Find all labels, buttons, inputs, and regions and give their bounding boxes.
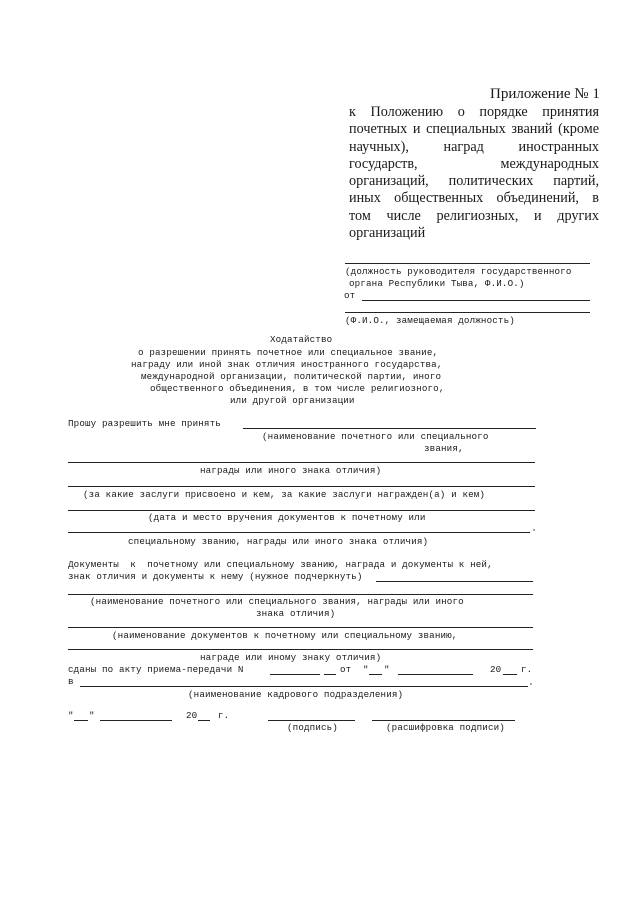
title-hint-2: звания, <box>424 443 464 454</box>
decode-hint: (расшифровка подписи) <box>386 722 505 733</box>
appendix-line: к Положению о порядке принятия <box>349 104 599 120</box>
appendix-line: организаций <box>349 225 426 242</box>
department-field[interactable] <box>80 686 528 687</box>
docs-hint-2: награде или иному знаку отличия) <box>200 652 382 663</box>
sign-year-field[interactable] <box>198 720 210 721</box>
sender-hint: (Ф.И.О., замещаемая должность) <box>345 315 515 326</box>
signature-hint: (подпись) <box>287 722 338 733</box>
merits-field-2[interactable] <box>68 510 535 511</box>
sign-year-prefix: 20 <box>186 710 198 721</box>
petition-title: Ходатайство <box>270 334 333 345</box>
date-place-field[interactable] <box>68 532 530 533</box>
name-field[interactable] <box>68 594 533 595</box>
petition-subtitle-line: о разрешении принять почетное или специальное звание, <box>138 347 439 358</box>
sign-year-suffix: г. <box>218 710 230 721</box>
year-suffix: г. <box>521 664 533 675</box>
addressee-field[interactable] <box>345 263 590 264</box>
title-hint-1: (наименование почетного или специального <box>262 431 489 442</box>
year-prefix: 20 <box>490 664 502 675</box>
appendix-line: том числе религиозных, и других <box>349 207 599 224</box>
award-hint: награды или иного знака отличия) <box>200 465 382 476</box>
signature-decode-field[interactable] <box>372 720 515 721</box>
documents-choice-field[interactable] <box>376 581 533 582</box>
petition-subtitle-line: международной организации, политической партии, иного <box>141 371 442 382</box>
act-number-field[interactable] <box>270 674 320 675</box>
name-hint-1: (наименование почетного или специального звания, награды или иного <box>90 596 464 607</box>
appendix-line: почетных и специальных званий (кроме <box>349 121 599 138</box>
quote-close: " <box>384 664 390 675</box>
appendix-line: государств, международных <box>349 155 599 172</box>
date-hint-1: (дата и место вручения документов к почетному или <box>148 512 426 523</box>
appendix-text <box>349 104 599 242</box>
sign-day-field[interactable] <box>74 720 88 721</box>
appendix-title: Приложение № 1 <box>490 86 600 102</box>
petition-subtitle-line: общественного объединения, в том числе религиозного, <box>150 383 445 394</box>
appendix-line: иных общественных объединений, в <box>349 190 599 207</box>
quote-open: " <box>363 664 369 675</box>
name-hint-2: знака отличия) <box>256 608 336 619</box>
in-label: в <box>68 676 74 687</box>
merits-field[interactable] <box>68 486 535 487</box>
appendix-line: организаций, политических партий, <box>349 173 599 190</box>
petition-subtitle-line: награду или иной знак отличия иностранного государства, <box>131 359 443 370</box>
date-hint-2: специальному званию, награды или иного знака отличия) <box>128 536 429 547</box>
petition-subtitle-line: или другой организации <box>230 395 355 406</box>
title-name-field-2[interactable] <box>68 462 535 463</box>
sign-quote-close: " <box>89 710 95 721</box>
act-year-field[interactable] <box>503 674 517 675</box>
signature-field[interactable] <box>268 720 355 721</box>
title-name-field[interactable] <box>243 428 536 429</box>
act-month-field[interactable] <box>398 674 473 675</box>
sender-field[interactable] <box>362 300 590 301</box>
from-label: от <box>344 290 356 301</box>
sign-month-field[interactable] <box>100 720 172 721</box>
merits-hint: (за какие заслуги присвоено и кем, за какие заслуги награжден(а) и кем) <box>83 489 486 500</box>
act-day-field[interactable] <box>369 674 382 675</box>
documents-line-1: Документы к почетному или специальному званию, награда и документы к ней, <box>68 559 493 570</box>
sign-quote-open: " <box>68 710 74 721</box>
appendix-line: научных), наград иностранных <box>349 138 599 155</box>
handed-from-label: от <box>340 664 352 675</box>
period-mark <box>533 529 535 531</box>
addressee-hint-1: (должность руководителя государственного <box>345 266 572 277</box>
docs-name-field-2[interactable] <box>68 649 533 650</box>
department-hint: (наименование кадрового подразделения) <box>188 689 404 700</box>
documents-line-2: знак отличия и документы к нему (нужное подчеркнуть) <box>68 571 363 582</box>
act-number-field-2[interactable] <box>324 674 336 675</box>
handed-label: сданы по акту приема-передачи N <box>68 664 244 675</box>
period-mark <box>530 683 532 685</box>
addressee-hint-2: органа Республики Тыва, Ф.И.О.) <box>349 278 525 289</box>
sender-field-2[interactable] <box>345 312 590 313</box>
docs-name-field[interactable] <box>68 627 533 628</box>
request-label: Прошу разрешить мне принять <box>68 418 221 429</box>
docs-hint-1: (наименование документов к почетному или специальному званию, <box>112 630 458 641</box>
